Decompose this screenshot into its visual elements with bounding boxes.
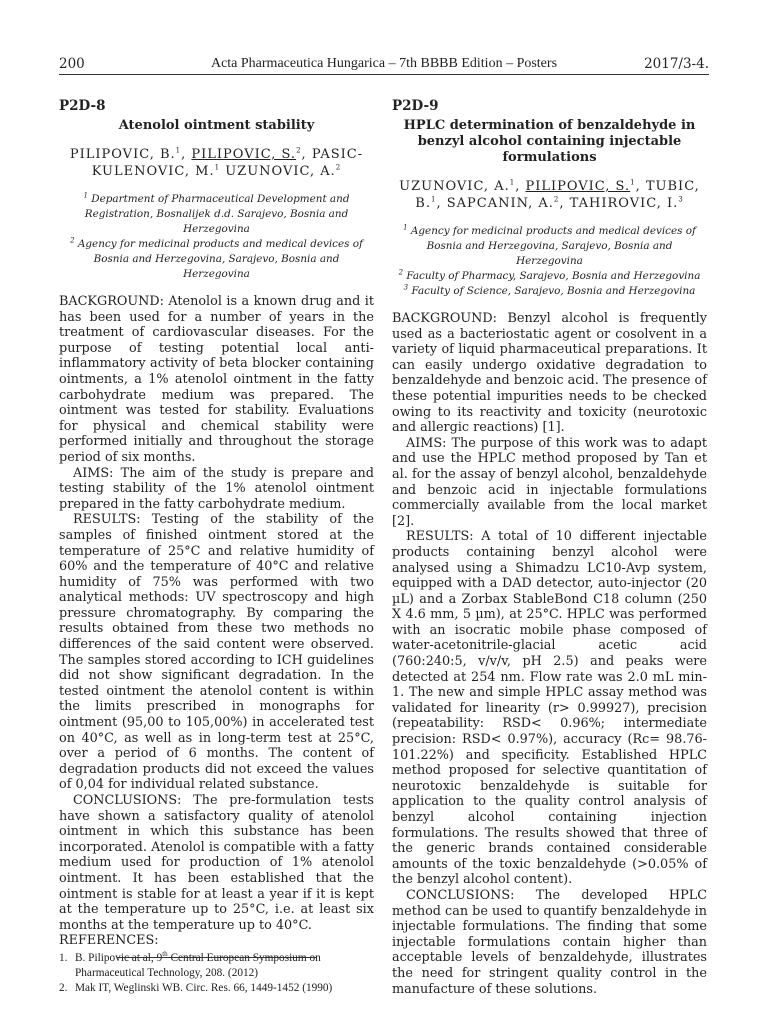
- author: UZUNOVIC, A.: [225, 164, 336, 179]
- page-number: 200: [59, 56, 85, 72]
- aims-paragraph: AIMS: The purpose of this work was to adapt and use the HPLC method proposed by Tan et al. for the assay of benzyl alcohol, benzaldehyde and benzoic acid in injectable formulations commercially available from the local market [2].: [392, 435, 707, 529]
- conclusions-paragraph: CONCLUSIONS: The pre-formulation tests have shown a satisfactory quality of atenolol ointment in which this substance has been incorporated. Atenolol is compatible with a fatty medium used for production of 1% atenolol ointment. It has been established that the ointment is stable for at least a year if it is kept at the temperature up to 25°C, i.e. at least six months at the temperature up to 40°C.: [59, 793, 374, 933]
- results-paragraph: RESULTS: Testing of the stability of the samples of finished ointment stored at the temperature of 25°C and relative humidity of 60% and the temperature of 40°C and relative humidity of 75% was performed with two analytical methods: UV spectroscopy and high pressure chromatography. By comparing the results obtained from these two methods no differences of the said content were observed. The samples stored according to ICH guidelines did not show significant degradation. In the tested ointment the atenolol content is within the limits prescribed in monographs for ointment (95,00 to 105,00%) in accelerated test on 40°C, as well as in long-term test at 25°C, over a period of 6 months. The content of degradation products did not exceed the values of 0,04 for individual related substance.: [59, 512, 374, 793]
- footnote-separator: [117, 957, 316, 958]
- author: UZUNOVIC, A.: [399, 179, 510, 194]
- author: TUBIC, B.: [415, 179, 700, 211]
- results-paragraph: RESULTS: A total of 10 different injectable products containing benzyl alcohol were analysed using a Shimadzu LC10-Avp system, equipped with a DAD detector, auto-injector (20 µL) and a Zorbax StableBond C18 column (250 X 4.6 mm, 5 µm), at 25°C. HPLC was performed with an isocratic mobile phase composed of water-acetonitrile-glacial acetic acid (760:240:5, v/v/v, pH 2.5) and peaks were detected at 254 nm. Flow rate was 2.0 mL min-1. The new and simple HPLC assay method was validated for linearity (r> 0.99927), precision (repeatability: RSD< 0.96%; intermediate precision: RSD< 0.97%), accuracy (Rc= 98.76-101.22%) and specificity. Established HPLC method proposed for selective quantitation of neurotoxic benzaldehyde is suitable for application to the quality control analysis of benzyl alcohol containing injection formulations. The results showed that three of the generic brands contained considerable amounts of the toxic benzaldehyde (>0.05% of the benzyl alcohol content).: [392, 529, 707, 888]
- abstract-code: P2D-8: [59, 98, 106, 114]
- reference-item: 1. B. Pilipovic at al, 9th Central European Symposium on Pharmaceutical Technology, 208. (2012): [59, 950, 321, 979]
- affiliation: $^1$ Agency for medicinal products and medical devices of Bosnia and Herzegovina, Sarajevo, Bosnia and Herzegovina: [403, 223, 696, 267]
- abstract-p2d-8: [59, 98, 374, 996]
- abstract-p2d-9: [392, 98, 707, 997]
- background-paragraph: BACKGROUND: Benzyl alcohol is frequently used as a bacteriostatic agent or cosolvent in a variety of liquid pharmaceutical preparations. It can easily undergo oxidative degradation to benzaldehyde and benzoic acid. The presence of these potential impurities needs to be checked owing to its reactivity and toxicity (neurotoxic and allergic reactions) [1].: [392, 311, 707, 436]
- aims-paragraph: AIMS: The aim of the study is prepare and testing stability of the 1% atenolol ointment prepared in the fatty carbohydrate medium.: [59, 465, 374, 512]
- affiliation: $^3$ Faculty of Science, Sarajevo, Bosnia and Herzegovina: [403, 283, 696, 297]
- reference-item: 2. Mak IT, Weglinski WB. Circ. Res. 66, 1449-1452 (1990): [59, 981, 333, 994]
- journal-title: Acta Pharmaceutica Hungarica – 7th BBBB Edition – Posters: [210, 56, 558, 71]
- author-presenting: PILIPOVIC, S.: [525, 179, 631, 194]
- author: PASIC-KULENOVIC, M.: [91, 147, 364, 179]
- author: PILIPOVIC, B.: [69, 147, 176, 162]
- references-heading: REFERENCES:: [59, 933, 159, 949]
- issue-number: 2017/3-4.: [644, 56, 709, 72]
- author-list: UZUNOVIC, A.$^1$, PILIPOVIC, S.$^1$, TUBIC, B.$^1$, SAPCANIN, A.$^2$, TAHIROVIC, I.$^3$: [399, 178, 700, 211]
- abstract-body: [392, 311, 707, 997]
- abstract-code: P2D-9: [392, 98, 439, 114]
- conclusions-paragraph: CONCLUSIONS: The developed HPLC method can be used to quantify benzaldehyde in injectable formulations. The finding that some injectable formulations contain higher than acceptable levels of benzaldehyde, illustrates the need for stringent quality control in the manufacture of these solutions.: [392, 887, 707, 997]
- affiliations: [59, 192, 374, 282]
- abstract-body: [59, 294, 374, 933]
- background-paragraph: BACKGROUND: Atenolol is a known drug and it has been used for a number of years in the treatment of cardiovascular diseases. For the purpose of testing potential local anti-inflammatory activity of beta blocker containing ointments, a 1% atenolol ointment in the fatty carbohydrate medium was prepared. The ointment was tested for stability. Evaluations for physical and chemical stability were performed initially and throughout the storage period of six months.: [59, 294, 374, 465]
- running-header: [59, 54, 709, 75]
- affiliation: $^2$ Faculty of Pharmacy, Sarajevo, Bosnia and Herzegovina: [398, 268, 701, 282]
- abstract-title: Atenolol ointment stability: [118, 118, 315, 133]
- author-presenting: PILIPOVIC, S.: [191, 147, 297, 162]
- affiliation: $^1$ Department of Pharmaceutical Development and Registration, Bosnalijek d.d. Sarajevo, Bosnia and Herzegovina: [83, 191, 350, 235]
- affiliations: [392, 224, 707, 299]
- author: SAPCANIN, A.: [446, 196, 554, 211]
- author-list: PILIPOVIC, B.$^1$, PILIPOVIC, S.$^2$, PASIC-KULENOVIC, M.$^1$ UZUNOVIC, A.$^2$: [69, 146, 364, 179]
- affiliation: $^2$ Agency for medicinal products and medical devices of Bosnia and Herzegovina, Sarajevo, Bosnia and Herzegovina: [70, 236, 363, 280]
- abstract-title: HPLC determination of benzaldehyde in benzyl alcohol containing injectable formulations: [403, 118, 696, 165]
- author: TAHIROVIC, I.: [569, 196, 679, 211]
